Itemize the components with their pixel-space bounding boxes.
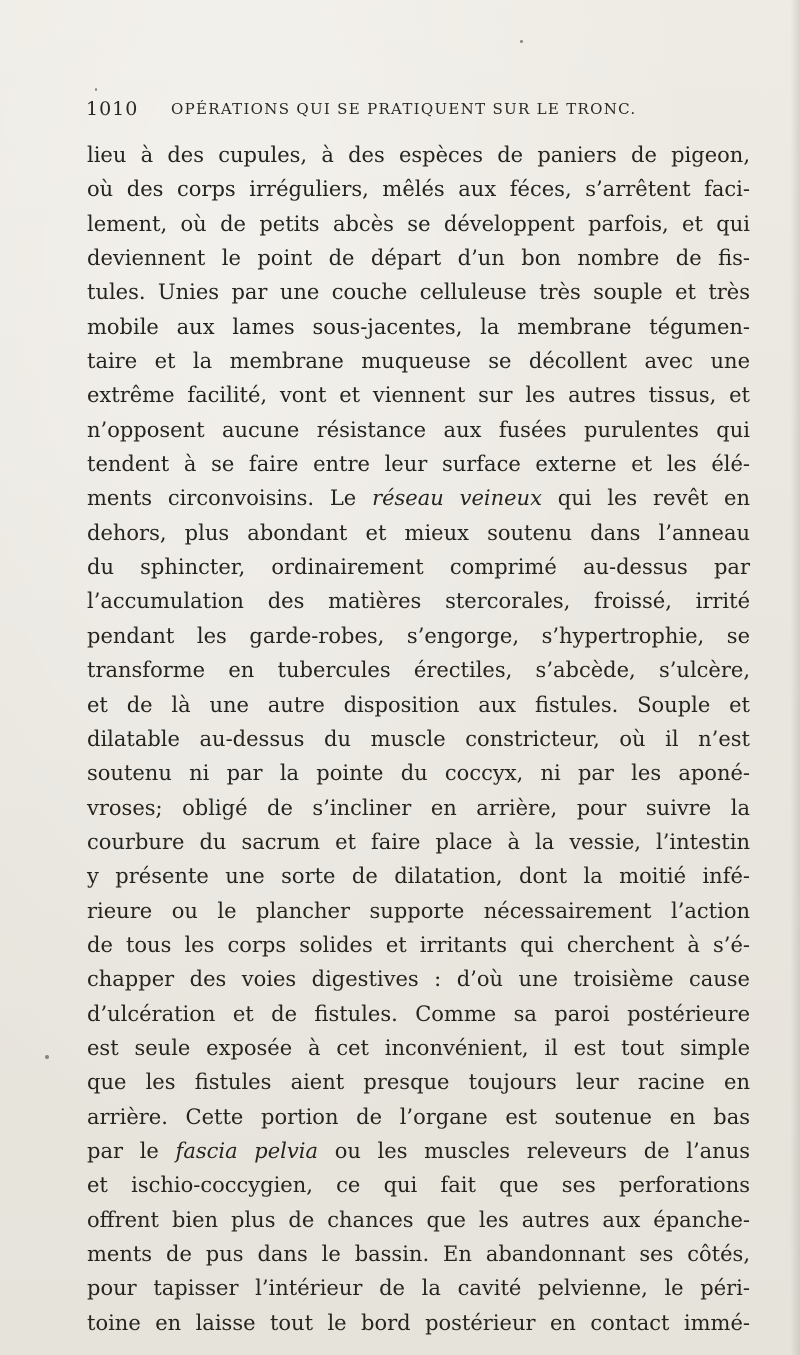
- text-line: [87, 859, 750, 893]
- text-run: et de là une autre disposition aux fistules. Souple et: [87, 692, 750, 717]
- text-line: [87, 447, 750, 481]
- text-run: y présente une sorte de dilatation, dont la moitié infé-: [87, 864, 750, 889]
- text-line: [87, 1100, 750, 1134]
- page-header: [86, 98, 746, 124]
- text-line: [87, 722, 750, 756]
- text-run: mobile aux lames sous-jacentes, la membrane tégumen-: [87, 314, 750, 339]
- text-line: [87, 619, 750, 653]
- text-run: est seule exposée à cet inconvénient, il est tout simple: [87, 1035, 750, 1060]
- text-line: [87, 791, 750, 825]
- text-run: dilatable au-dessus du muscle constricteur, où il n’est: [87, 726, 750, 751]
- text-line: [87, 378, 750, 412]
- text-run: transforme en tubercules érectiles, s’abcède, s’ulcère,: [87, 658, 750, 683]
- text-line: [87, 756, 750, 790]
- text-run: l’accumulation des matières stercorales, froissé, irrité: [87, 589, 750, 614]
- text-line: [87, 1203, 750, 1237]
- text-line: [87, 310, 750, 344]
- text-run: et ischio-coccygien, ce qui fait que ses perforations: [87, 1173, 750, 1198]
- text-run: taire et la membrane muqueuse se décollent avec une: [87, 349, 750, 374]
- text-line: [87, 894, 750, 928]
- text-run: rieure ou le plancher supporte nécessairement l’action: [87, 898, 750, 923]
- paper-speck: [95, 88, 97, 91]
- text-run: ments circonvoisins. Le: [87, 486, 373, 511]
- text-run: tendent à se faire entre leur surface externe et les élé-: [87, 452, 750, 477]
- text-run: du sphincter, ordinairement comprimé au-dessus par: [87, 555, 750, 580]
- paper-speck: [45, 1055, 49, 1059]
- text-run: chapper des voies digestives : d’où une troisième cause: [87, 967, 750, 992]
- text-run: n’opposent aucune résistance aux fusées purulentes qui: [87, 417, 750, 442]
- text-run: extrême facilité, vont et viennent sur les autres tissus, et: [87, 383, 750, 408]
- text-run: tules. Unies par une couche celluleuse très souple et très: [87, 280, 750, 305]
- text-run: de tous les corps solides et irritants qui cherchent à s’é-: [87, 932, 750, 957]
- text-line: [87, 241, 750, 275]
- text-line: [87, 1134, 750, 1168]
- text-line: [87, 275, 750, 309]
- text-run: vroses; obligé de s’incliner en arrière, pour suivre la: [87, 795, 750, 820]
- paper-speck: [520, 40, 523, 43]
- text-run: toine en laisse tout le bord postérieur en contact immé-: [87, 1310, 750, 1335]
- text-line: [87, 928, 750, 962]
- text-run: pour tapisser l’intérieur de la cavité pelvienne, le péri-: [87, 1276, 750, 1301]
- text-line: [87, 688, 750, 722]
- text-run: dehors, plus abondant et mieux soutenu dans l’anneau: [87, 520, 750, 545]
- text-line: [87, 1065, 750, 1099]
- text-run: courbure du sacrum et faire place à la vessie, l’intestin: [87, 829, 750, 854]
- page-edge-shadow: [790, 0, 800, 1355]
- text-run: par le: [87, 1138, 176, 1163]
- text-line: [87, 413, 750, 447]
- text-line: [87, 1237, 750, 1271]
- text-run: arrière. Cette portion de l’organe est soutenue en bas: [87, 1104, 750, 1129]
- text-run: que les fistules aient presque toujours leur racine en: [87, 1070, 750, 1095]
- text-line: [87, 516, 750, 550]
- text-line: [87, 481, 750, 515]
- text-run: d’ulcération et de fistules. Comme sa paroi postérieure: [87, 1001, 750, 1026]
- text-line: [87, 825, 750, 859]
- text-line: [87, 1306, 750, 1340]
- text-line: [87, 584, 750, 618]
- text-run: ou les muscles releveurs de l’anus: [318, 1138, 751, 1163]
- running-title: OPÉRATIONS QUI SE PRATIQUENT SUR LE TRONC.: [171, 100, 637, 118]
- text-run: offrent bien plus de chances que les autres aux épanche-: [87, 1207, 750, 1232]
- text-line: [87, 344, 750, 378]
- text-line: [87, 550, 750, 584]
- text-line: [87, 1271, 750, 1305]
- text-run: pendant les garde-robes, s’engorge, s’hypertrophie, se: [87, 623, 750, 648]
- text-line: [87, 207, 750, 241]
- text-line: [87, 1031, 750, 1065]
- text-run: soutenu ni par la pointe du coccyx, ni par les aponé-: [87, 761, 750, 786]
- text-run: lieu à des cupules, à des espèces de paniers de pigeon,: [87, 143, 750, 167]
- text-line: [87, 962, 750, 996]
- italic-term: réseau veineux: [372, 486, 542, 511]
- text-run: où des corps irréguliers, mêlés aux féces, s’arrêtent faci-: [87, 177, 750, 202]
- text-run: qui les revêt en: [541, 486, 750, 511]
- text-line: [87, 997, 750, 1031]
- page-number: 1010: [86, 98, 139, 120]
- text-run: lement, où de petits abcès se développent parfois, et qui: [87, 211, 750, 236]
- text-line: [87, 172, 750, 206]
- text-run: deviennent le point de départ d’un bon nombre de fis-: [87, 246, 750, 271]
- text-line: [87, 653, 750, 687]
- body-text: [87, 138, 750, 1340]
- text-line: [87, 138, 750, 172]
- italic-term: fascia pelvia: [175, 1138, 318, 1163]
- text-line: [87, 1168, 750, 1202]
- text-run: ments de pus dans le bassin. En abandonnant ses côtés,: [87, 1242, 750, 1266]
